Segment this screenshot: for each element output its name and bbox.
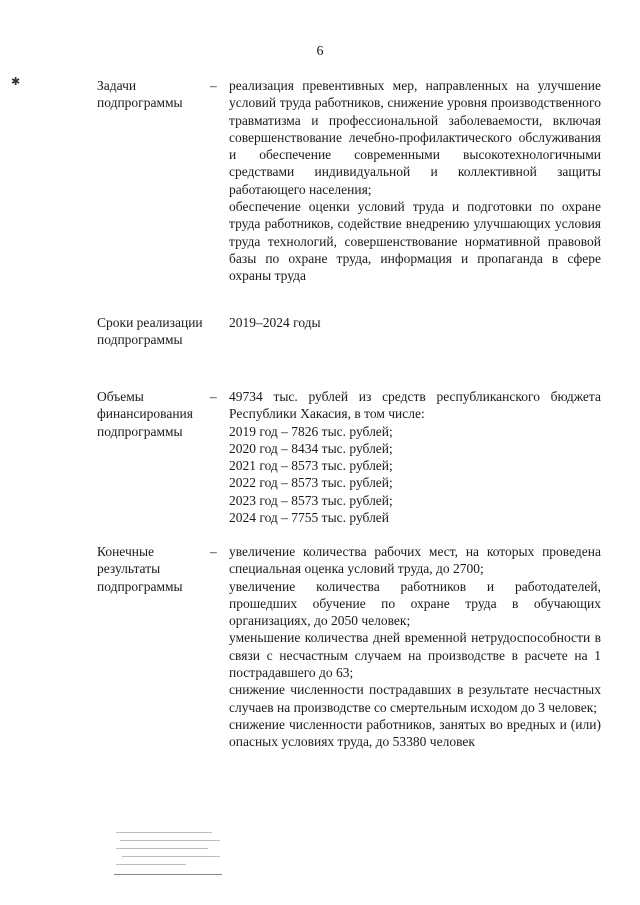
funding-year-line: 2021 год – 8573 тыс. рублей; <box>229 458 393 474</box>
page-number: 6 <box>316 44 324 59</box>
funding-year-line: 2022 год – 8573 тыс. рублей; <box>229 475 393 491</box>
funding-year-line: 2024 год – 7755 тыс. рублей <box>229 510 390 526</box>
paragraph: увеличение количества работников и работодателей, прошедших обучение по охране труда в обучающих организациях, до 2050 человек; <box>229 578 601 629</box>
funding-year-line: 2023 год – 8573 тыс. рублей; <box>229 492 393 508</box>
section-label: Сроки реализации подпрограммы <box>97 315 203 348</box>
paragraph: снижение численности пострадавших в результате несчастных случаев на производстве со смертельным исходом до 3 человек; <box>229 682 601 715</box>
paragraph: снижение численности работников, занятых во вредных и (или) опасных условиях труда, до 53380 человек <box>229 716 601 750</box>
section-content <box>229 77 601 285</box>
paragraph: увеличение количества рабочих мест, на которых проведена специальная оценка условий труда, до 2700; <box>229 544 601 577</box>
funding-year-line: 2019 год – 7826 тыс. рублей; <box>229 423 393 439</box>
section-label: Конечные результаты подпрограммы <box>97 544 183 594</box>
section-label: Задачи подпрограммы <box>97 78 183 111</box>
section-content <box>229 543 601 751</box>
section-dash: – <box>210 544 217 559</box>
section-label: Объемы финансирования подпрограммы <box>97 389 193 439</box>
paragraph: реализация превентивных мер, направленных на улучшение условий труда работников, снижение уровня производственного травматизма и профессиональной заболеваемости, включая совершенствование лечебно-профилактического обслуживания и обеспечение современными высокотехнологичными средствами индивидуальной и коллективной защиты работающего населения; <box>229 78 601 197</box>
section-content <box>229 388 601 526</box>
paragraph: 49734 тыс. рублей из средств республиканского бюджета Республики Хакасия, в том числе: <box>229 389 601 422</box>
funding-year-line: 2020 год – 8434 тыс. рублей; <box>229 440 393 456</box>
paragraph: обеспечение оценки условий труда и подготовки по охране труда работников, содействие внедрению улучшающих условия труда технологий, совершенствование нормативной правовой базы по охране труда, информация и пропаганда в сфере охраны труда <box>229 199 601 284</box>
stamp-mark <box>114 826 222 875</box>
scan-speck: ✱ <box>11 76 21 88</box>
section-content <box>229 314 601 331</box>
section-dash: – <box>210 389 217 404</box>
paragraph: 2019–2024 годы <box>229 315 321 330</box>
paragraph: уменьшение количества дней временной нетрудоспособности в связи с несчастным случаем на производстве в расчете на 1 пострадавшего до 63; <box>229 630 601 681</box>
section-dash: – <box>210 78 217 93</box>
